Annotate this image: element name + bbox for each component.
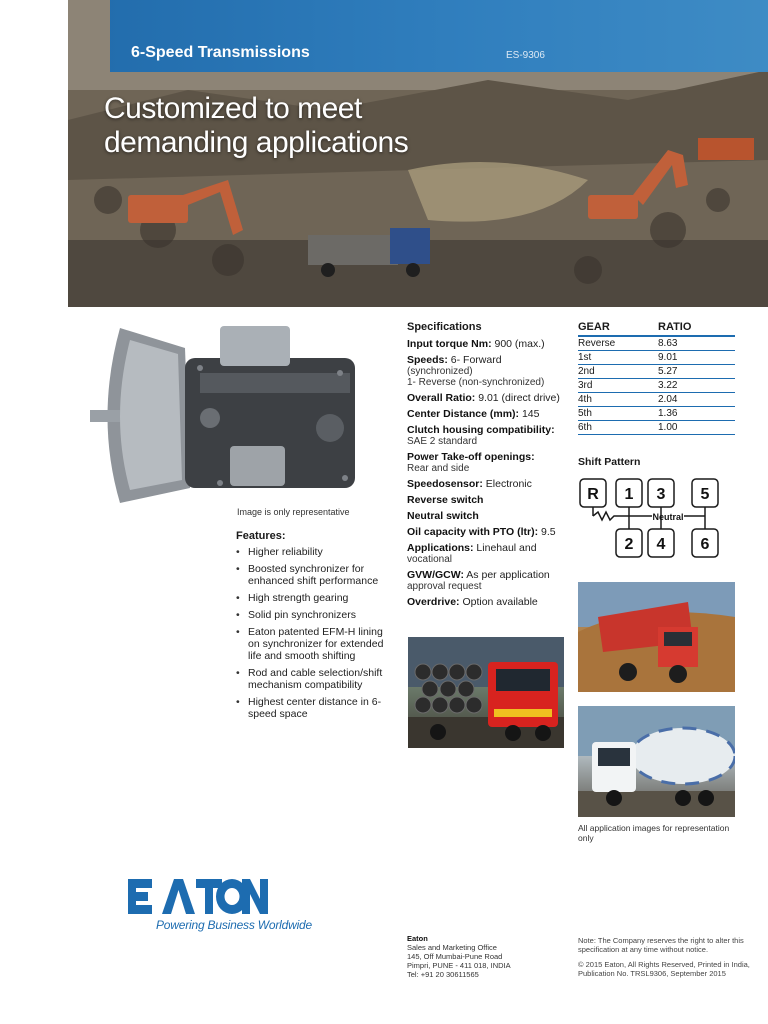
table-row: 6th 1.00 [578,421,735,435]
list-item: • Highest center distance in 6-speed space [236,696,396,720]
list-item: • High strength gearing [236,592,396,604]
title-line-1: Customized to meet [104,92,362,125]
brand-tagline: Powering Business Worldwide [156,918,313,932]
page-title [104,92,524,160]
eaton-logo [128,877,268,917]
spec-item: Clutch housing compatibility: SAE 2 standard [407,424,555,447]
table-row: 3rd 3.22 [578,379,735,393]
list-item: • Solid pin synchronizers [236,609,396,621]
column-header-gear: GEAR [578,321,658,336]
list-item: • Higher reliability [236,546,396,558]
title-line-2: demanding applications [104,126,409,159]
log-truck-image [408,637,564,748]
footer-address: Eaton Sales and Marketing Office 145, Off Mumbai-Pune Road Pimpri, PUNE - 411 018, INDIA Tel: +91 20 30611565 [407,934,557,979]
gear-position-4: 4 [656,536,666,553]
spec-item: Applications: Linehaul and vocational [407,542,537,565]
gear-ratio-table [578,321,735,435]
features-heading: Features: [236,530,286,542]
spec-item: Neutral switch [407,510,479,522]
specifications-list [407,338,572,612]
spec-item: Overall Ratio: 9.01 (direct drive) [407,392,560,404]
table-row: Reverse 8.63 [578,336,735,351]
column-header-ratio: RATIO [658,321,735,336]
gear-position-3: 3 [656,486,666,503]
log-truck-photo [408,637,564,748]
gear-position-2: 2 [624,536,634,553]
document-code: ES-9306 [506,50,545,61]
spec-item: GVW/GCW: As per application approval request [407,569,550,592]
spec-item: Overdrive: Option available [407,596,538,608]
spec-item: Speeds: 6- Forward (synchronized) 1- Reverse (non-synchronized) [407,354,545,388]
list-item: • Boosted synchronizer for enhanced shift performance [236,563,396,587]
gearbox-illustration [90,318,380,508]
table-row: 5th 1.36 [578,407,735,421]
shift-pattern-heading: Shift Pattern [578,456,641,468]
gear-position-1: 1 [624,486,634,503]
spec-item: Center Distance (mm): 145 [407,408,540,420]
spec-item: Reverse switch [407,494,484,506]
gearbox-caption: Image is only representative [237,507,350,517]
list-item: • Rod and cable selection/shift mechanism compatibility [236,667,396,691]
table-row: 2nd 5.27 [578,365,735,379]
dump-truck-image [578,582,735,692]
series-title: 6-Speed Transmissions [131,44,310,61]
photos-caption: All application images for representation only [578,823,730,843]
spec-item: Speedosensor: Electronic [407,478,532,490]
table-row: 1st 9.01 [578,351,735,365]
bulker-truck-photo [578,706,735,817]
table-header-row [578,321,735,336]
dump-truck-photo [578,582,735,692]
spec-item: Input torque Nm: 900 (max.) [407,338,545,350]
gear-position-r: R [587,486,599,503]
features-list [236,546,396,725]
specifications-heading: Specifications [407,321,482,333]
spec-item: Power Take-off openings: Rear and side [407,451,535,474]
gear-position-6: 6 [700,536,710,553]
table-row: 4th 2.04 [578,393,735,407]
transmission-image [90,318,380,508]
neutral-label: Neutral [652,512,684,522]
footer-org: Eaton [407,934,428,943]
footer-copyright: © 2015 Eaton, All Rights Reserved, Printed in India, Publication No. TRSL9306, September 2015 [578,960,750,978]
footer-note: Note: The Company reserves the right to alter this specification at any time without notice. [578,936,744,954]
spec-item: Oil capacity with PTO (ltr): 9.5 [407,526,556,538]
list-item: • Eaton patented EFM-H lining on synchronizer for extended life and smooth shifting [236,626,396,662]
gear-position-5: 5 [700,486,710,503]
shift-pattern-diagram [574,474,740,566]
bulker-truck-image [578,706,735,817]
